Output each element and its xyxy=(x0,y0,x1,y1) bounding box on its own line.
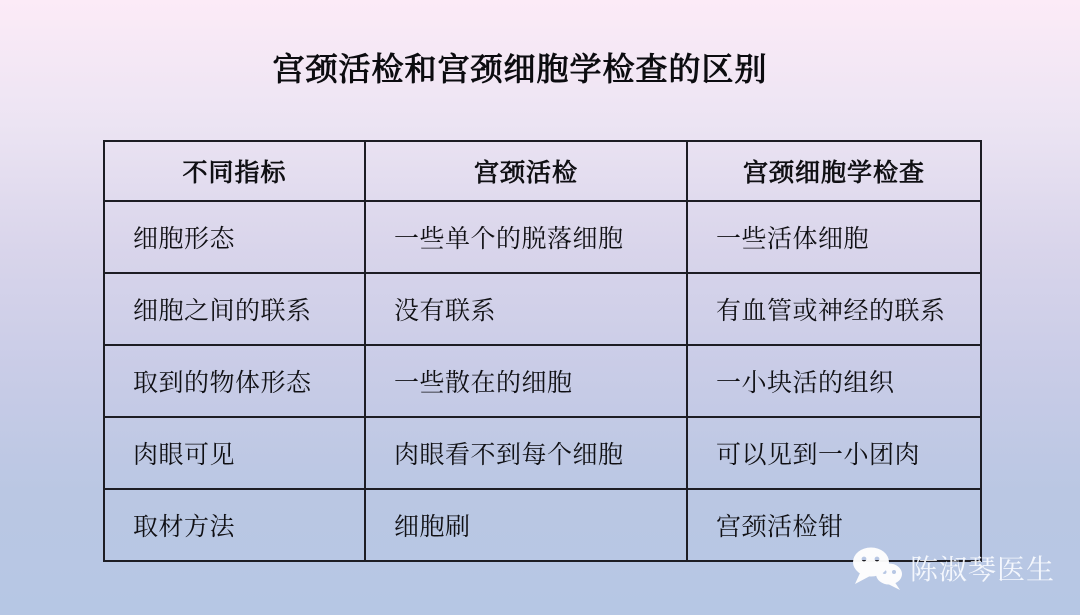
cell-cytology: 一小块活的组织 xyxy=(687,345,981,417)
cell-biopsy: 细胞刷 xyxy=(365,489,687,561)
cell-indicator: 细胞之间的联系 xyxy=(104,273,365,345)
cell-indicator: 细胞形态 xyxy=(104,201,365,273)
cell-indicator: 取到的物体形态 xyxy=(104,345,365,417)
cell-biopsy: 肉眼看不到每个细胞 xyxy=(365,417,687,489)
table-row xyxy=(104,201,981,273)
cell-biopsy: 一些单个的脱落细胞 xyxy=(365,201,687,273)
cell-biopsy: 一些散在的细胞 xyxy=(365,345,687,417)
table-header-row xyxy=(104,141,981,201)
cell-cytology: 可以见到一小团肉 xyxy=(687,417,981,489)
table-row xyxy=(104,417,981,489)
table-row xyxy=(104,345,981,417)
cell-cytology: 有血管或神经的联系 xyxy=(687,273,981,345)
header-cell-cytology: 宫颈细胞学检查 xyxy=(687,141,981,201)
cell-cytology: 宫颈活检钳 xyxy=(687,489,981,561)
page-title: 宫颈活检和宫颈细胞学检查的区别 xyxy=(272,51,768,87)
wechat-icon xyxy=(851,546,903,590)
watermark xyxy=(851,546,1055,590)
header-cell-indicator: 不同指标 xyxy=(104,141,365,201)
table-row xyxy=(104,273,981,345)
header-cell-biopsy: 宫颈活检 xyxy=(365,141,687,201)
cell-indicator: 取材方法 xyxy=(104,489,365,561)
comparison-table xyxy=(103,140,982,562)
watermark-label: 陈淑琴医生 xyxy=(910,554,1056,585)
cell-indicator: 肉眼可见 xyxy=(104,417,365,489)
cell-cytology: 一些活体细胞 xyxy=(687,201,981,273)
table-row xyxy=(104,489,981,561)
cell-biopsy: 没有联系 xyxy=(365,273,687,345)
